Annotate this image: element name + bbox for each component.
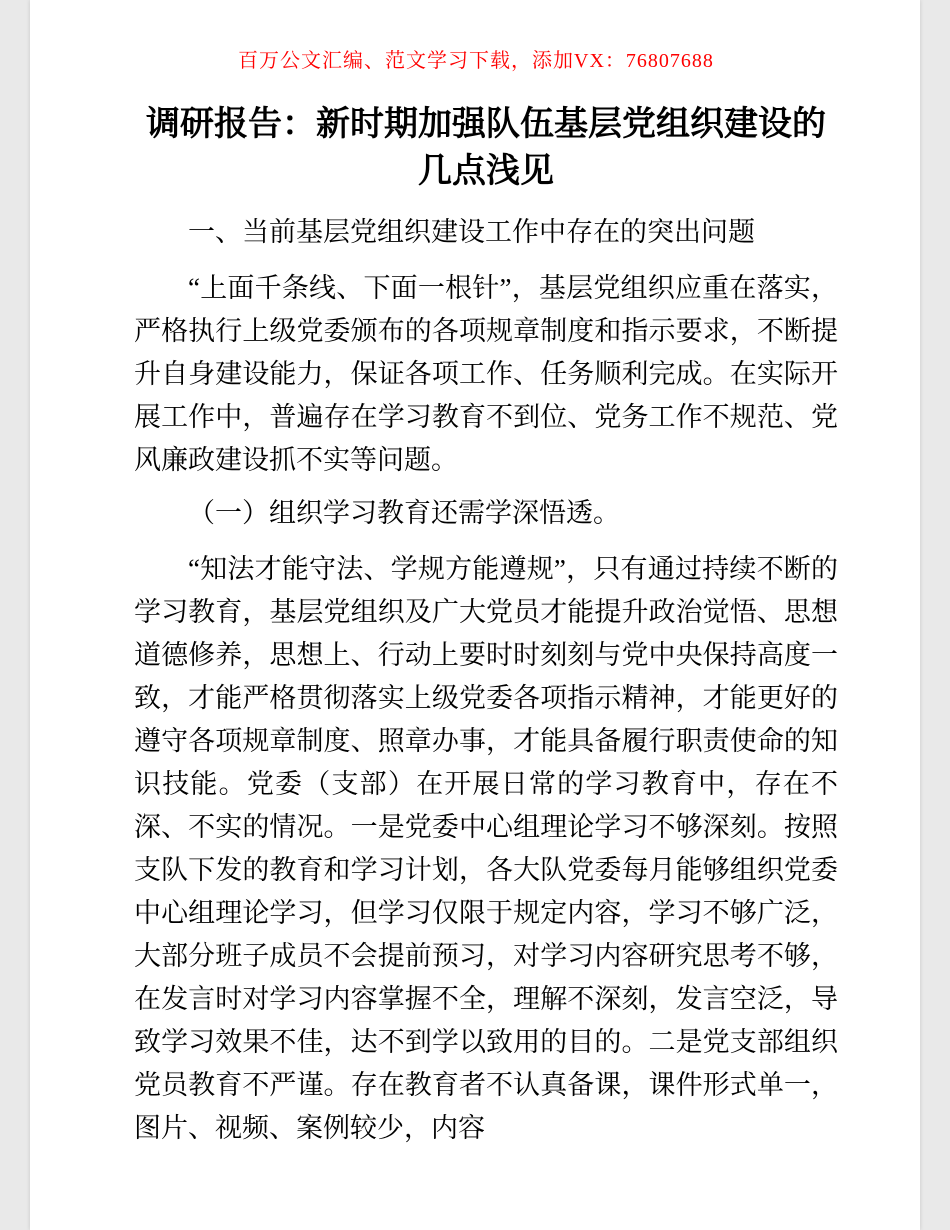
document-title: 调研报告：新时期加强队伍基层党组织建设的几点浅见	[146, 106, 826, 190]
section-heading: 一、当前基层党组织建设工作中存在的突出问题	[188, 217, 755, 247]
watermark-notice: 百万公文汇编、范文学习下载，添加VX：76807688	[238, 50, 714, 72]
paragraph-2: “知法才能守法、学规方能遵规”，只有通过持续不断的学习教育，基层党组织及广大党员才能提升政治觉悟、思想道德修养，思想上、行动上要时时刻刻与党中央保持高度一致，才能严格贯彻落实上级党委各项指示精神，才能更好的遵守各项规章制度、照章办事，才能具备履行职责使命的知识技能。党委（支部）在开展日常的学习教育中，存在不深、不实的情况。一是党委中心组理论学习不够深刻。按照支队下发的教育和学习计划，各大队党委每月能够组织党委中心组理论学习，但学习仅限于规定内容，学习不够广泛，大部分班子成员不会提前预习，对学习内容研究思考不够，在发言时对学习内容掌握不全，理解不深刻，发言空泛，导致学习效果不佳，达不到学以致用的目的。二是党支部组织党员教育不严谨。存在教育者不认真备课，课件形式单一，图片、视频、案例较少，内容	[134, 554, 838, 1143]
subsection-heading: （一）组织学习教育还需学深悟透。	[188, 498, 620, 528]
document-page	[30, 0, 920, 1230]
paragraph-1: “上面千条线、下面一根针”，基层党组织应重在落实，严格执行上级党委颁布的各项规章制度和指示要求，不断提升自身建设能力，保证各项工作、任务顺利完成。在实际开展工作中，普遍存在学习教育不到位、党务工作不规范、党风廉政建设抓不实等问题。	[134, 273, 838, 475]
